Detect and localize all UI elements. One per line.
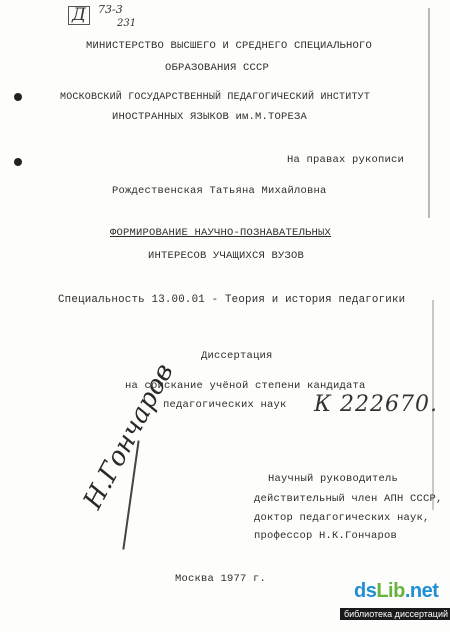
author-name: Рождественская Татьяна Михайловна [112, 185, 327, 197]
place-year: Москва 1977 г. [175, 573, 267, 585]
supervisor-line-1: Научный руководитель [268, 473, 399, 485]
archive-number-bottom: 231 [117, 18, 137, 29]
supervisor-line-2: действительный член АПН СССР, [254, 493, 443, 505]
watermark-site-name: dsLib.net [354, 580, 439, 602]
specialty: Специальность 13.00.01 - Теория и история педагогики [58, 294, 406, 306]
degree-line-2: педагогических наук [163, 399, 287, 411]
ministry-line-2: ОБРАЗОВАНИЯ СССР [165, 62, 270, 74]
supervisor-line-3: доктор педагогических наук, [254, 512, 430, 524]
watermark [344, 580, 450, 632]
institute-line-1: МОСКОВСКИЙ ГОСУДАРСТВЕННЫЙ ПЕДАГОГИЧЕСКИЙ ИНСТИТУТ [60, 92, 371, 103]
handwritten-signature: Н.Гончаров [78, 358, 180, 515]
ministry-line-1: МИНИСТЕРСТВО ВЫСШЕГО И СРЕДНЕГО СПЕЦИАЛЬНОГО [86, 40, 373, 52]
punch-hole [14, 93, 22, 101]
margin-line [432, 300, 434, 510]
rights-note: На правах рукописи [287, 154, 405, 166]
document-type: Диссертация [201, 350, 273, 362]
watermark-caption: библиотека диссертаций [340, 608, 450, 620]
degree-line-1: на соискание учёной степени кандидата [125, 380, 366, 392]
dissertation-title-line-1: ФОРМИРОВАНИЕ НАУЧНО-ПОЗНАВАТЕЛЬНЫХ [110, 227, 332, 239]
margin-line [428, 8, 430, 218]
archive-number-top: 73-3 [98, 3, 123, 16]
archive-code: Д [68, 6, 90, 25]
institute-line-2: ИНОСТРАННЫХ ЯЗЫКОВ им.М.ТОРЕЗА [112, 111, 308, 123]
supervisor-line-4: профессор Н.К.Гончаров [254, 530, 398, 542]
handwritten-inventory-number: К 222670. [314, 392, 438, 417]
punch-hole [14, 158, 22, 166]
dissertation-title-line-2: ИНТЕРЕСОВ УЧАЩИХСЯ ВУЗОВ [148, 250, 305, 262]
